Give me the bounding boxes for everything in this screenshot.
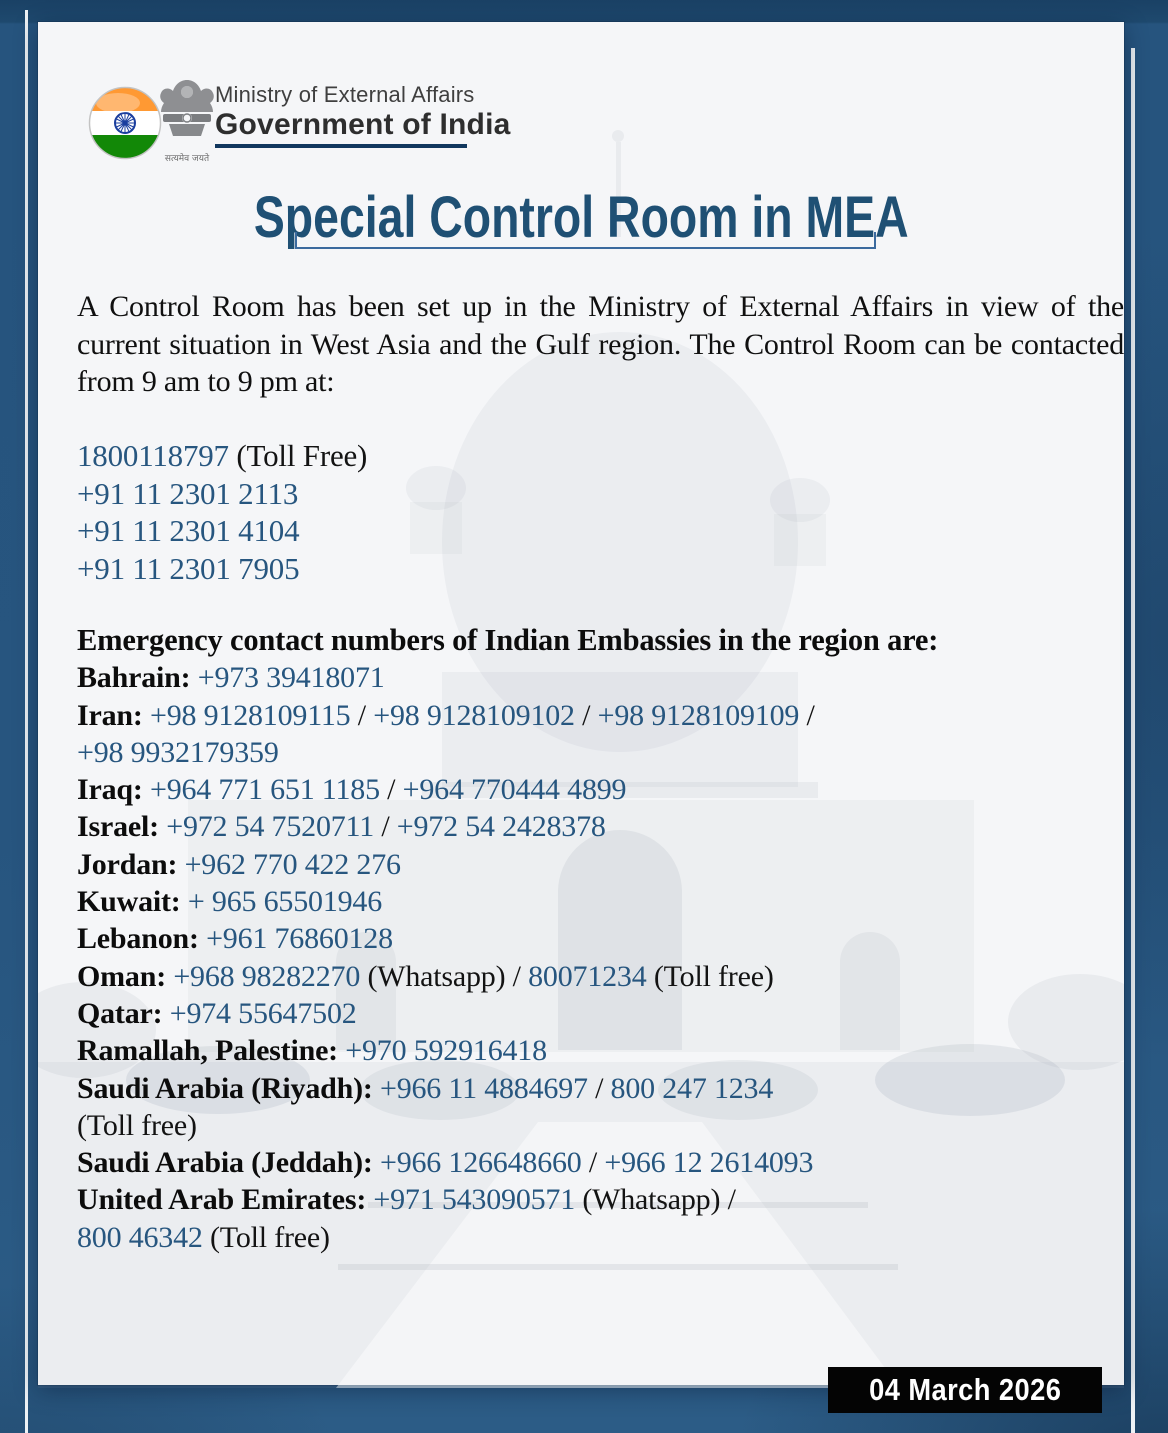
phone-number: 800 247 1234 [610,1071,774,1105]
control-room-numbers [77,437,367,587]
embassy-name: Qatar: [77,996,170,1030]
embassy-name: Jordan: [77,847,185,881]
embassy-contact-line [77,1181,1124,1256]
text-segment: / [581,1146,605,1180]
embassy-name: United Arab Emirates: [77,1183,374,1217]
control-room-phone-line [77,475,367,513]
embassy-contact-line [77,995,1124,1032]
text-segment: (Whatsapp) / [360,959,529,993]
embassy-contact-line [77,920,1124,957]
phone-number: +961 76860128 [206,922,393,956]
phone-number: +98 9128109102 [373,698,575,732]
text-segment: (Toll free) [646,959,774,993]
phone-number: +98 9128109115 [149,698,351,732]
embassy-contact-line [77,958,1124,995]
emblem-motto: सत्यमेव जयते [164,154,210,164]
phone-number: + 965 65501946 [187,885,383,919]
text-segment: / [374,810,397,844]
phone-number: +972 54 7520711 [166,810,375,844]
embassy-name: Saudi Arabia (Jeddah): [77,1146,380,1180]
date-badge-label: 04 March 2026 [868,1372,1062,1407]
ashoka-emblem-icon [156,76,218,162]
phone-number: +964 770444 4899 [402,773,627,807]
phone-number: +98 9128109109 [597,698,800,732]
phone-number: +966 12 2614093 [604,1146,814,1180]
phone-number: +98 9932179359 [77,735,279,769]
left-accent-line [25,10,28,1433]
embassy-name: Lebanon: [77,922,207,956]
government-name: Government of India [215,108,511,141]
phone-number: 80071234 [528,959,647,993]
embassy-name: Ramallah, Palestine: [77,1034,346,1068]
embassy-contact-line [77,697,1124,772]
ministry-name: Ministry of External Affairs [215,82,475,107]
phone-number: +966 126648660 [379,1146,582,1180]
control-room-phone-line [77,512,367,550]
embassy-list [77,659,1124,1256]
embassy-contact-line [77,846,1124,883]
title-underline [295,232,876,249]
embassy-name: Bahrain: [77,661,198,695]
phone-number: +968 98282270 [173,959,361,993]
embassy-contact-line [77,1070,1124,1145]
logo-underline-bar [215,144,467,148]
text-segment: (Toll free) [202,1220,330,1254]
phone-number: +974 55647502 [169,996,357,1030]
embassy-name: Kuwait: [77,885,188,919]
phone-number: +962 770 422 276 [184,847,401,881]
embassy-name: Oman: [77,959,174,993]
phone-number: +91 11 2301 7905 [77,550,300,586]
text-segment: (Toll Free) [228,438,368,473]
page-title: Special Control Room in MEA [253,185,909,250]
phone-number: +970 592916418 [345,1034,547,1068]
embassy-contact-line [77,1032,1124,1069]
intro-paragraph: A Control Room has been set up in the Ministry of External Affairs in view of the current situation in West Asia and the Gulf region. The Control Room can be contacted from 9 am to 9 pm at: [77,290,1124,398]
content-card [38,22,1124,1385]
phone-number: 800 46342 [77,1220,203,1254]
embassy-name: Saudi Arabia (Riyadh): [77,1071,380,1105]
control-room-phone-line [77,437,367,475]
embassy-contact-line [77,659,1124,696]
india-flag-icon [88,86,162,160]
phone-number: +964 771 651 1185 [149,773,380,807]
text-segment: / [799,698,815,732]
embassy-name: Iraq: [77,773,150,807]
embassy-contact-line [77,1144,1124,1181]
text-segment: / [574,698,598,732]
text-segment: (Toll free) [77,1108,197,1142]
embassy-contact-line [77,883,1124,920]
text-segment: / [350,698,374,732]
embassy-name: Iran: [77,698,150,732]
phone-number: 1800118797 [77,438,229,473]
text-segment: (Whatsapp) / [575,1183,736,1217]
embassy-section [77,622,1124,1256]
date-badge [828,1367,1102,1413]
embassy-contact-line [77,808,1124,845]
phone-number: +966 11 4884697 [379,1071,588,1105]
phone-number: +972 54 2428378 [396,810,606,844]
phone-number: +91 11 2301 2113 [77,475,299,511]
phone-number: +973 39418071 [197,661,385,695]
text-segment: / [379,773,403,807]
text-segment: / [587,1071,611,1105]
right-accent-line [1131,48,1135,1433]
embassy-heading: Emergency contact numbers of Indian Embassies in the region are: [77,623,939,657]
control-room-phone-line [77,550,367,588]
phone-number: +91 11 2301 4104 [77,513,300,548]
embassy-contact-line [77,771,1124,808]
embassy-name: Israel: [77,810,167,844]
header-text [215,82,511,142]
phone-number: +971 543090571 [373,1183,576,1217]
